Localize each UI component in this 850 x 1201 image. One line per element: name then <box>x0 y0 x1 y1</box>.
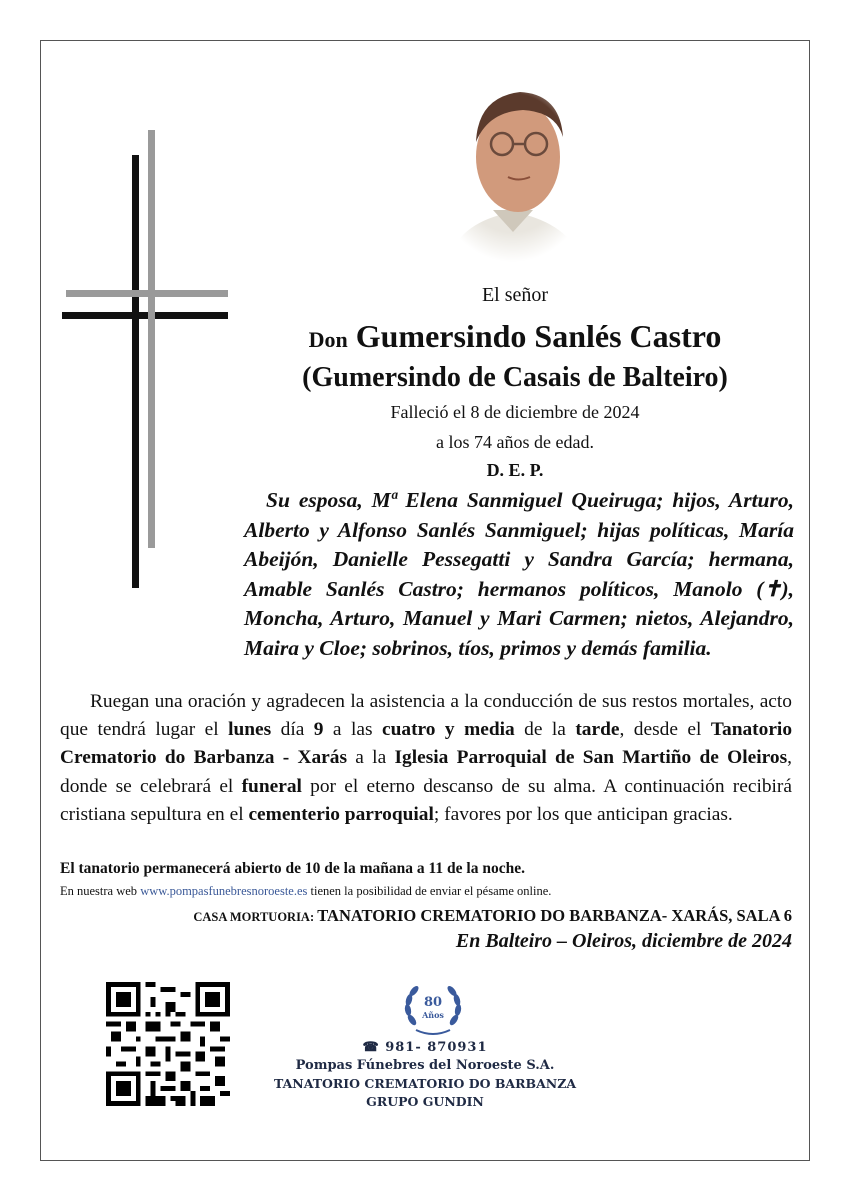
casa-value: TANATORIO CREMATORIO DO BARBANZA- XARÁS, SALA 6 <box>317 906 792 925</box>
phone-number[interactable]: ☎ 981- 870931 <box>362 1040 488 1055</box>
name-text: Gumersindo Sanlés Castro <box>355 318 722 354</box>
logo-number: 80 <box>423 995 443 1010</box>
portrait-photo <box>438 82 588 262</box>
website-link[interactable]: www.pompasfunebresnoroeste.es <box>140 884 308 898</box>
ceremony-paragraph: Ruegan una oración y agradecen la asistencia a la conducción de sus restos mortales, acto que tendrá lugar el lunes día 9 a las cuatro y media de la tarde, desde el Tanatorio Crematorio do Barbanza - Xarás a la Iglesia Parroquial de San Martiño de Oleiros, donde se celebrará el funeral por el eterno descanso de su alma. A continuación recibirá cristiana sepultura en el cementerio parroquial; favores por los que anticipan gracias. <box>60 691 793 825</box>
place-date: En Balteiro – Oleiros, diciembre de 2024 <box>455 930 792 952</box>
web-notice: En nuestra web www.pompasfunebresnoroeste.es tienen la posibilidad de enviar el pésame online. <box>60 884 552 898</box>
company-name: Pompas Fúnebres del Noroeste S.A. <box>295 1058 555 1073</box>
age-text: a los 74 años de edad. <box>436 432 594 452</box>
deceased-name <box>230 318 800 355</box>
death-date: Falleció el 8 de diciembre de 2024 <box>390 402 640 422</box>
senor-label: El señor <box>481 284 549 306</box>
qr-code-icon[interactable] <box>106 982 230 1106</box>
logo-word: Años <box>422 1010 444 1020</box>
dep-text: D. E. P. <box>486 460 544 480</box>
family-paragraph: Su esposa, Mª Elena Sanmiguel Queiruga; hijos, Arturo, Alberto y Alfonso Sanlés Sanmiguel; hijas políticas, María Abeijón, Danielle Pessegatti y Sandra García; hermana, Amable Sanlés Castro; hermanos políticos, Manolo (✝), Moncha, Arturo, Manuel y Mari Carmen; nietos, Alejandro, Maira y Cloe; sobrinos, tíos, primos y demás familia. <box>244 488 794 660</box>
tanatorio-hours: El tanatorio permanecerá abierto de 10 de la mañana a 11 de la noche. <box>60 860 525 877</box>
don-label: Don <box>308 327 348 352</box>
group-name: GRUPO GUNDIN <box>366 1094 484 1109</box>
laurel-wreath-icon <box>400 980 466 1038</box>
casa-mortuoria <box>193 906 792 926</box>
casa-label: CASA MORTUORIA: <box>193 910 318 924</box>
anniversary-logo <box>400 980 466 1038</box>
tanatorio-name: TANATORIO CREMATORIO DO BARBANZA <box>273 1076 577 1091</box>
deceased-alias: (Gumersindo de Casais de Balteiro) <box>302 362 728 393</box>
